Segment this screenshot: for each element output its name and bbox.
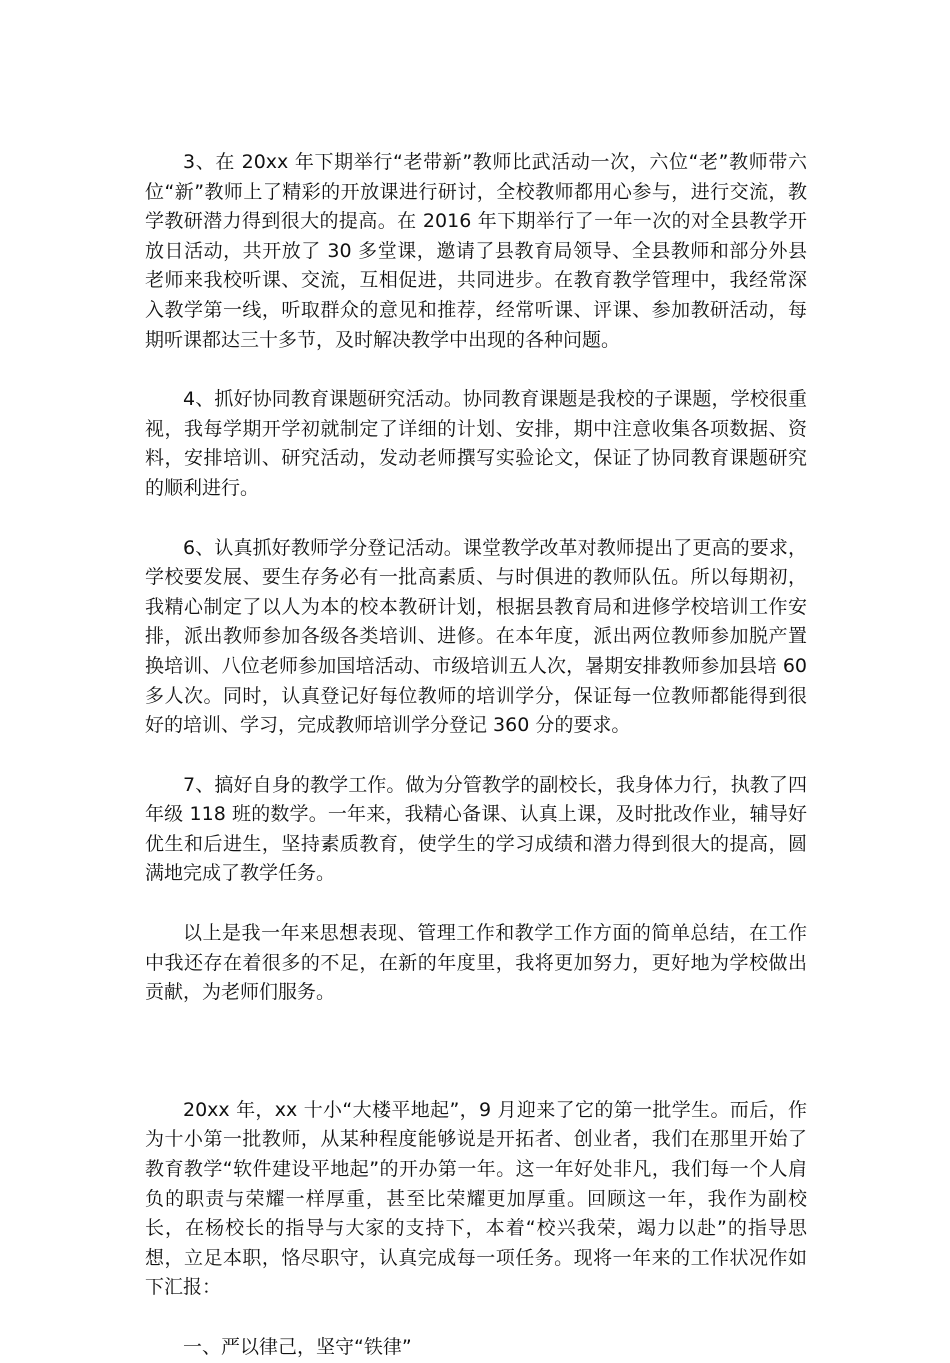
section-heading: 一、严以律己，坚守“铁律” <box>183 1336 412 1358</box>
intro-paragraph: 20xx 年，xx 十小“大楼平地起”，9 月迎来了它的第一批学生。而后，作为十小第一批教师，从某种程度能够说是开拓者、创业者，我们在那里开始了教育教学“软件建设平地起”的开办第一年。这一年好处非凡，我们每一个人肩负的职责与荣耀一样厚重，甚至比荣耀更加厚重。回顾这一年，我作为副校长，在杨校长的指导与大家的支持下，本着“校兴我荣，竭力以赴”的指导思想，立足本职，恪尽职守，认真完成每一项任务。现将一年来的工作状况作如下汇报： <box>145 1098 807 1299</box>
summary-paragraph: 以上是我一年来思想表现、管理工作和教学工作方面的简单总结，在工作中我还存在着很多的不足，在新的年度里，我将更加努力，更好地为学校做出贡献，为老师们服务。 <box>145 922 807 1004</box>
paragraph-4: 4、抓好协同教育课题研究活动。协同教育课题是我校的子课题，学校很重视，我每学期开学初就制定了详细的计划、安排，期中注意收集各项数据、资料，安排培训、研究活动，发动老师撰写实验论文，保证了协同教育课题研究的顺利进行。 <box>145 388 807 499</box>
paragraph-6: 6、认真抓好教师学分登记活动。课堂教学改革对教师提出了更高的要求，学校要发展、要生存务必有一批高素质、与时俱进的教师队伍。所以每期初，我精心制定了以人为本的校本教研计划，根据县教育局和进修学校培训工作安排，派出教师参加各级各类培训、进修。在本年度，派出两位教师参加脱产置换培训、八位老师参加国培活动、市级培训五人次，暑期安排教师参加县培 60 多人次。同时，认真登记好每位教师的培训学分，保证每一位教师都能得到很好的培训、学习，完成教师培训学分登记 360 分的要求。 <box>145 536 807 737</box>
document-body <box>145 148 807 1363</box>
paragraph-3: 3、在 20xx 年下期举行“老带新”教师比武活动一次，六位“老”教师带六位“新”教师上了精彩的开放课进行研讨，全校教师都用心参与，进行交流，教学教研潜力得到很大的提高。在 2016 年下期举行了一年一次的对全县教学开放日活动，共开放了 30 多堂课，邀请了县教育局领导、全县教师和部分外县老师来我校听课、交流，互相促进，共同进步。在教育教学管理中，我经常深入教学第一线，听取群众的意见和推荐，经常听课、评课、参加教研活动，每期听课都达三十多节，及时解决教学中出现的各种问题。 <box>145 151 807 351</box>
paragraph-7: 7、搞好自身的教学工作。做为分管教学的副校长，我身体力行，执教了四年级 118 班的数学。一年来，我精心备课、认真上课，及时批改作业，辅导好优生和后进生，坚持素质教育，使学生的学习成绩和潜力得到很大的提高，圆满地完成了教学任务。 <box>145 773 807 885</box>
